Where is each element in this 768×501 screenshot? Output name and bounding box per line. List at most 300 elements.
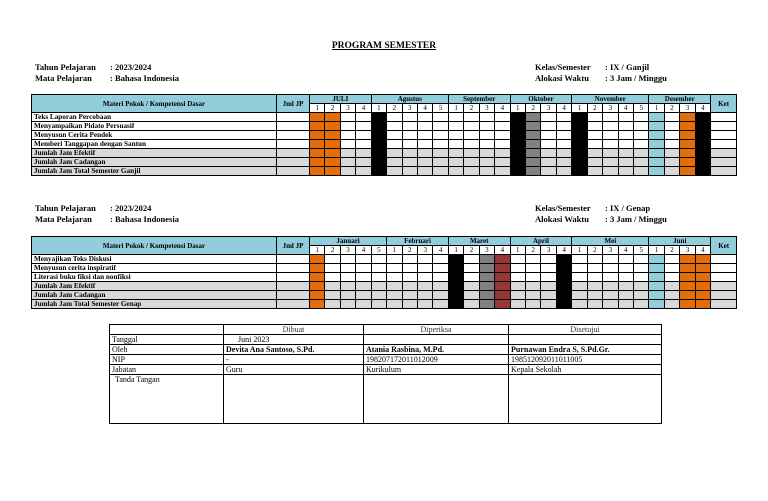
week-cell xyxy=(356,255,371,264)
week-cell xyxy=(541,300,556,309)
week-cell xyxy=(356,158,371,167)
week-number: 5 xyxy=(371,246,386,255)
week-cell xyxy=(387,167,402,176)
week-cell xyxy=(479,140,494,149)
week-cell xyxy=(340,300,355,309)
week-cell xyxy=(695,158,710,167)
jml-jp-cell xyxy=(277,282,310,291)
week-cell xyxy=(526,149,541,158)
week-cell xyxy=(464,140,479,149)
week-cell xyxy=(448,264,463,273)
week-cell xyxy=(618,291,633,300)
week-cell xyxy=(495,300,510,309)
month-header: Mei xyxy=(572,237,649,246)
week-cell xyxy=(526,264,541,273)
signature-value xyxy=(509,375,662,424)
signature-value: Atania Rasbina, M.Pd. xyxy=(364,345,509,355)
week-cell xyxy=(587,149,602,158)
week-cell xyxy=(572,273,587,282)
ket-cell xyxy=(711,140,737,149)
week-number: 4 xyxy=(695,246,710,255)
week-number: 2 xyxy=(325,246,340,255)
week-cell xyxy=(387,113,402,122)
week-cell xyxy=(633,158,648,167)
week-cell xyxy=(572,264,587,273)
week-cell xyxy=(310,273,325,282)
week-cell xyxy=(556,264,571,273)
week-cell xyxy=(649,167,664,176)
month-header: Desember xyxy=(649,95,711,104)
week-cell xyxy=(664,282,679,291)
week-cell xyxy=(680,167,695,176)
week-cell xyxy=(433,300,448,309)
week-cell xyxy=(649,282,664,291)
week-cell xyxy=(340,140,355,149)
week-cell xyxy=(572,113,587,122)
week-cell xyxy=(340,131,355,140)
week-cell xyxy=(340,273,355,282)
table-row xyxy=(32,264,737,273)
row-label: Jumlah Jam Total Semester Ganjil xyxy=(32,167,277,176)
week-cell xyxy=(310,140,325,149)
week-cell xyxy=(325,264,340,273)
week-cell xyxy=(356,264,371,273)
week-cell xyxy=(633,291,648,300)
week-cell xyxy=(310,158,325,167)
week-number: 3 xyxy=(680,246,695,255)
month-header: JULI xyxy=(310,95,372,104)
week-cell xyxy=(464,113,479,122)
week-number: 2 xyxy=(664,246,679,255)
table-row xyxy=(32,122,737,131)
week-cell xyxy=(356,291,371,300)
week-cell xyxy=(448,149,463,158)
week-cell xyxy=(340,167,355,176)
week-cell xyxy=(495,167,510,176)
week-number: 3 xyxy=(680,104,695,113)
week-cell xyxy=(387,149,402,158)
week-cell xyxy=(541,264,556,273)
week-cell xyxy=(680,131,695,140)
week-cell xyxy=(649,113,664,122)
week-cell xyxy=(464,255,479,264)
week-cell xyxy=(633,122,648,131)
week-cell xyxy=(526,255,541,264)
week-number: 4 xyxy=(618,246,633,255)
week-cell xyxy=(603,255,618,264)
row-label: Menyampaikan Pidato Persuasif xyxy=(32,122,277,131)
month-header: Agustus xyxy=(371,95,448,104)
week-cell xyxy=(618,158,633,167)
week-cell xyxy=(495,122,510,131)
week-cell xyxy=(402,149,417,158)
week-cell xyxy=(541,255,556,264)
week-cell xyxy=(633,282,648,291)
week-cell xyxy=(556,300,571,309)
week-cell xyxy=(587,255,602,264)
sem2-info-right xyxy=(535,203,667,225)
week-cell xyxy=(325,255,340,264)
jml-jp-cell xyxy=(277,122,310,131)
week-cell xyxy=(402,291,417,300)
week-cell xyxy=(371,282,386,291)
week-cell xyxy=(433,291,448,300)
table-row xyxy=(32,291,737,300)
row-label: Literasi buku fiksi dan nonfiksi xyxy=(32,273,277,282)
week-cell xyxy=(310,131,325,140)
week-number: 4 xyxy=(695,104,710,113)
week-cell xyxy=(325,291,340,300)
sem1-alokasi: : 3 Jam / Minggu xyxy=(605,73,667,83)
week-cell xyxy=(680,291,695,300)
week-number: 4 xyxy=(417,104,432,113)
week-cell xyxy=(387,131,402,140)
week-cell xyxy=(417,158,432,167)
week-cell xyxy=(371,264,386,273)
week-cell xyxy=(633,167,648,176)
sem2-mapel: : Bahasa Indonesia xyxy=(110,214,179,224)
signature-value: Kurikulum xyxy=(364,365,509,375)
week-cell xyxy=(325,167,340,176)
ket-cell xyxy=(711,291,737,300)
week-cell xyxy=(387,255,402,264)
week-cell xyxy=(371,131,386,140)
week-number: 5 xyxy=(633,104,648,113)
week-cell xyxy=(618,300,633,309)
week-cell xyxy=(495,255,510,264)
week-number: 2 xyxy=(402,246,417,255)
week-cell xyxy=(556,282,571,291)
week-cell xyxy=(680,273,695,282)
week-number: 2 xyxy=(325,104,340,113)
week-number: 1 xyxy=(572,104,587,113)
week-cell xyxy=(633,149,648,158)
week-cell xyxy=(556,140,571,149)
week-cell xyxy=(603,300,618,309)
week-cell xyxy=(649,300,664,309)
week-cell xyxy=(495,291,510,300)
week-cell xyxy=(510,255,525,264)
week-cell xyxy=(495,131,510,140)
week-cell xyxy=(603,264,618,273)
week-cell xyxy=(418,255,433,264)
week-cell xyxy=(340,113,355,122)
week-cell xyxy=(433,273,448,282)
ket-cell xyxy=(711,282,737,291)
week-cell xyxy=(325,273,340,282)
week-cell xyxy=(603,149,618,158)
month-header: Februari xyxy=(387,237,449,246)
week-cell xyxy=(664,158,679,167)
week-cell xyxy=(587,291,602,300)
week-cell xyxy=(433,158,448,167)
week-number: 3 xyxy=(479,104,494,113)
week-cell xyxy=(310,255,325,264)
week-cell xyxy=(402,264,417,273)
week-cell xyxy=(448,167,463,176)
week-cell xyxy=(664,149,679,158)
header-materi: Materi Pokok / Kompetensi Dasar xyxy=(32,237,277,255)
week-cell xyxy=(417,149,432,158)
week-cell xyxy=(310,282,325,291)
table-row xyxy=(32,282,737,291)
week-number: 4 xyxy=(556,246,571,255)
signature-row xyxy=(110,375,662,424)
week-cell xyxy=(541,291,556,300)
week-cell xyxy=(603,131,618,140)
ket-cell xyxy=(711,122,737,131)
label-mapel: Mata Pelajaran xyxy=(35,73,92,83)
week-cell xyxy=(387,122,402,131)
week-cell xyxy=(433,167,448,176)
week-cell xyxy=(448,131,463,140)
week-cell xyxy=(680,149,695,158)
week-cell xyxy=(448,300,463,309)
ket-cell xyxy=(711,167,737,176)
week-cell xyxy=(325,158,340,167)
week-cell xyxy=(448,273,463,282)
week-cell xyxy=(510,158,525,167)
week-cell xyxy=(464,167,479,176)
signature-label: NIP xyxy=(110,355,224,365)
week-number: 1 xyxy=(371,104,386,113)
table-row xyxy=(32,255,737,264)
header-materi: Materi Pokok / Kompetensi Dasar xyxy=(32,95,277,113)
week-cell xyxy=(310,113,325,122)
signature-corner xyxy=(110,325,224,335)
week-cell xyxy=(695,122,710,131)
week-cell xyxy=(325,131,340,140)
week-number: 1 xyxy=(649,246,664,255)
week-cell xyxy=(649,158,664,167)
week-cell xyxy=(356,300,371,309)
week-cell xyxy=(587,113,602,122)
week-cell xyxy=(464,131,479,140)
week-cell xyxy=(448,158,463,167)
signature-value: - xyxy=(224,355,364,365)
week-number: 1 xyxy=(387,246,402,255)
signature-row xyxy=(110,365,662,375)
week-cell xyxy=(664,255,679,264)
week-cell xyxy=(340,291,355,300)
week-cell xyxy=(448,140,463,149)
week-cell xyxy=(618,282,633,291)
week-cell xyxy=(664,167,679,176)
week-cell xyxy=(587,273,602,282)
week-number: 3 xyxy=(479,246,494,255)
table-row xyxy=(32,273,737,282)
week-cell xyxy=(587,300,602,309)
week-cell xyxy=(418,291,433,300)
week-cell xyxy=(510,291,525,300)
table-row xyxy=(32,131,737,140)
sem2-info-left xyxy=(35,203,179,225)
week-cell xyxy=(541,140,556,149)
jml-jp-cell xyxy=(277,264,310,273)
week-cell xyxy=(649,264,664,273)
week-cell xyxy=(618,140,633,149)
week-cell xyxy=(464,158,479,167)
signature-value: Juni 2023 xyxy=(224,335,364,345)
month-header: Oktober xyxy=(510,95,572,104)
week-cell xyxy=(695,273,710,282)
jml-jp-cell xyxy=(277,255,310,264)
week-cell xyxy=(371,291,386,300)
week-cell xyxy=(541,149,556,158)
week-cell xyxy=(340,122,355,131)
week-cell xyxy=(310,264,325,273)
week-cell xyxy=(433,122,448,131)
row-label: Jumlah Jam Efektif xyxy=(32,149,277,158)
week-cell xyxy=(510,122,525,131)
week-cell xyxy=(325,282,340,291)
row-label: Menyusun Cerita Pendek xyxy=(32,131,277,140)
sem2-tahun: : 2023/2024 xyxy=(110,203,152,213)
week-cell xyxy=(448,291,463,300)
week-cell xyxy=(633,140,648,149)
week-cell xyxy=(417,122,432,131)
week-number: 2 xyxy=(464,104,479,113)
week-cell xyxy=(402,122,417,131)
week-cell xyxy=(371,300,386,309)
signature-value: Guru xyxy=(224,365,364,375)
header-ket: Ket xyxy=(711,237,737,255)
jml-jp-cell xyxy=(277,149,310,158)
week-cell xyxy=(448,122,463,131)
week-cell xyxy=(618,264,633,273)
week-cell xyxy=(603,273,618,282)
week-cell xyxy=(356,273,371,282)
signature-header: Diperiksa xyxy=(364,325,509,335)
week-cell xyxy=(433,282,448,291)
label-kelas: Kelas/Semester xyxy=(535,203,591,213)
week-cell xyxy=(387,291,402,300)
week-cell xyxy=(587,167,602,176)
week-cell xyxy=(572,131,587,140)
week-cell xyxy=(387,140,402,149)
jml-jp-cell xyxy=(277,140,310,149)
week-cell xyxy=(633,264,648,273)
week-cell xyxy=(572,300,587,309)
week-cell xyxy=(402,167,417,176)
ket-cell xyxy=(711,264,737,273)
week-cell xyxy=(664,291,679,300)
week-cell xyxy=(433,131,448,140)
week-cell xyxy=(479,122,494,131)
week-cell xyxy=(356,149,371,158)
week-cell xyxy=(572,122,587,131)
week-cell xyxy=(495,282,510,291)
week-cell xyxy=(310,291,325,300)
week-cell xyxy=(356,131,371,140)
week-cell xyxy=(495,264,510,273)
week-cell xyxy=(633,131,648,140)
week-number: 5 xyxy=(633,246,648,255)
jml-jp-cell xyxy=(277,167,310,176)
week-cell xyxy=(479,291,494,300)
week-cell xyxy=(664,140,679,149)
week-cell xyxy=(448,282,463,291)
week-cell xyxy=(371,158,386,167)
week-cell xyxy=(479,113,494,122)
week-number: 1 xyxy=(510,246,525,255)
signature-header: Dibuat xyxy=(224,325,364,335)
week-cell xyxy=(587,122,602,131)
week-cell xyxy=(371,149,386,158)
label-kelas: Kelas/Semester xyxy=(535,62,591,72)
week-cell xyxy=(664,131,679,140)
week-number: 5 xyxy=(433,104,448,113)
week-cell xyxy=(556,167,571,176)
week-cell xyxy=(695,291,710,300)
week-cell xyxy=(618,167,633,176)
week-cell xyxy=(664,113,679,122)
signature-value xyxy=(364,335,509,345)
week-number: 4 xyxy=(356,246,371,255)
week-cell xyxy=(526,273,541,282)
ket-cell xyxy=(711,273,737,282)
week-cell xyxy=(479,273,494,282)
week-cell xyxy=(618,113,633,122)
week-cell xyxy=(402,273,417,282)
week-cell xyxy=(387,282,402,291)
week-cell xyxy=(310,167,325,176)
week-cell xyxy=(649,255,664,264)
week-cell xyxy=(587,282,602,291)
week-cell xyxy=(479,255,494,264)
week-cell xyxy=(433,113,448,122)
week-cell xyxy=(541,122,556,131)
week-cell xyxy=(402,300,417,309)
signature-value xyxy=(364,375,509,424)
week-cell xyxy=(556,158,571,167)
week-number: 3 xyxy=(603,246,618,255)
week-cell xyxy=(680,113,695,122)
week-cell xyxy=(680,300,695,309)
week-number: 1 xyxy=(510,104,525,113)
week-cell xyxy=(495,149,510,158)
sem1-schedule-table xyxy=(31,94,737,176)
week-number: 3 xyxy=(541,104,556,113)
week-cell xyxy=(526,167,541,176)
signature-label: Oleh xyxy=(110,345,224,355)
week-cell xyxy=(402,282,417,291)
week-number: 4 xyxy=(495,104,510,113)
week-cell xyxy=(649,149,664,158)
week-cell xyxy=(556,273,571,282)
signature-label: Tanda Tangan xyxy=(110,375,224,424)
week-cell xyxy=(633,255,648,264)
week-cell xyxy=(479,158,494,167)
week-cell xyxy=(526,158,541,167)
week-cell xyxy=(387,158,402,167)
week-cell xyxy=(510,282,525,291)
row-label: Jumlah Jam Cadangan xyxy=(32,158,277,167)
week-cell xyxy=(464,291,479,300)
sem2-alokasi: : 3 Jam / Minggu xyxy=(605,214,667,224)
week-cell xyxy=(526,122,541,131)
table-row xyxy=(32,149,737,158)
week-number: 4 xyxy=(556,104,571,113)
week-cell xyxy=(603,122,618,131)
week-number: 2 xyxy=(587,246,602,255)
week-cell xyxy=(325,140,340,149)
week-number: 3 xyxy=(402,104,417,113)
week-cell xyxy=(402,113,417,122)
week-cell xyxy=(556,255,571,264)
week-number: 2 xyxy=(387,104,402,113)
week-cell xyxy=(664,122,679,131)
